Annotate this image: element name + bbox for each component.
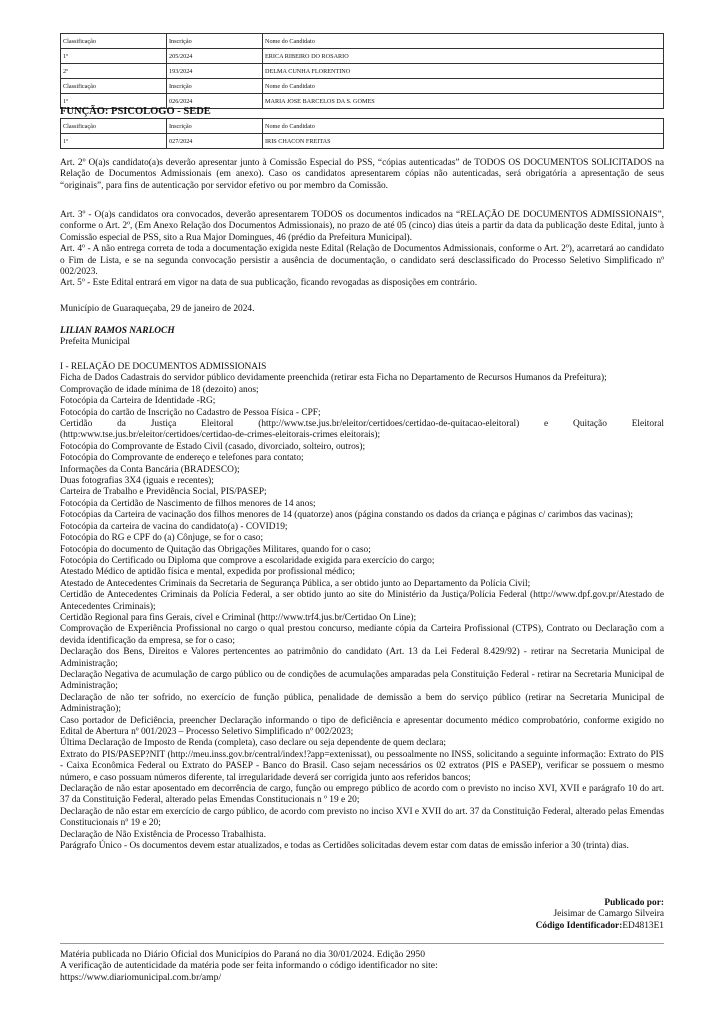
table-cell: IRIS CHACON FREITAS (263, 134, 664, 149)
article-5-text: Art. 5º - Este Edital entrará em vigor na data de sua publicação, ficando revogadas as disposições em contrário. (60, 278, 478, 289)
city-date-text: Município de Guaraqueçaba, 29 de janeiro de 2024. (60, 304, 255, 314)
signer-role: Prefeita Municipal (60, 337, 131, 348)
table-cell: 205/2024 (167, 49, 263, 64)
list-item: Última Declaração de Imposto de Renda (completa), caso declare ou seja dependente de quem declara; (60, 738, 447, 749)
table-cell: Classificação (61, 34, 167, 49)
candidates-table-1-body (61, 34, 664, 109)
signer-name: LILIAN RAMOS NARLOCH (60, 326, 175, 336)
table-cell: 026/2024 (167, 94, 263, 109)
table-cell: 1º (61, 94, 167, 109)
list-item: Fotocópia da carteira de vacina do candidato(a) - COVID19; (60, 521, 288, 532)
article-2-text: Art. 2º O(a)s candidato(a)s deverão apresentar junto à Comissão Especial do PSS, “cópias autenticadas” de TODOS OS DOCUMENTOS SOLICITADOS na Relação de Documentos Admissionais (em anexo). Caso os candidatos apresentarem cópias não autenticadas, será obrigatória a apresentação de seus “originais”, para fins de autenticação por servidor efetivo ou por membro da Comissão. (60, 158, 664, 191)
list-item: Carteira de Trabalho e Previdência Social, PIS/PASEP; (60, 487, 267, 498)
list-item: Declaração de não estar aposentado em decorrência de cargo, função ou emprego público de acordo com o previsto no inciso XVI, XVII e parágrafo 10 do art. 37 da Constituição Federal, alterado pelas Emendas Constitucionais n º 19 e 20; (60, 784, 664, 806)
list-item: Fotocópia do documento de Quitação das Obrigações Militares, quando for o caso; (60, 544, 371, 555)
table-cell: MARIA JOSE BARCELOS DA S. GOMES (263, 94, 664, 109)
identifier-code-label: Código Identificador: (535, 920, 623, 931)
table-cell: Nome do Candidato (263, 79, 664, 94)
city-date (60, 304, 664, 315)
table-cell: Inscrição (167, 119, 263, 134)
list-item: Fotocópia do Comprovante de Estado Civil (casado, divorciado, solteiro, outros); (60, 441, 366, 452)
footer-divider (60, 943, 664, 944)
list-item: Declaração dos Bens, Direitos e Valores pertencentes ao patrimônio do candidato (Art. 13 da Lei Federal 8.429/92) - retirar na Secretaria Municipal de Administração; (60, 647, 664, 669)
list-item: Ficha de Dados Cadastrais do servidor público devidamente preenchida (retirar esta Ficha no Departamento de Recursos Humanos da Prefeitura); (60, 373, 607, 384)
list-item: Fotocópia do Certificado ou Diploma que comprove a escolaridade exigida para exercício do cargo; (60, 555, 435, 566)
identifier-code: ED4813E1 (622, 920, 664, 931)
documents-list-title: I - RELAÇÃO DE DOCUMENTOS ADMISSIONAIS (60, 362, 267, 372)
list-item: Fotocópia da Carteira de Identidade -RG; (60, 396, 216, 407)
footer-site-link[interactable]: https://www.diariomunicipal.com.br/amp/ (60, 971, 222, 983)
table-cell: 2º (61, 64, 167, 79)
list-item: Fotocópia do RG e CPF do (a) Cônjuge, se for o caso; (60, 533, 264, 544)
table-row (61, 79, 664, 94)
list-item: Duas fotografias 3X4 (iguais e recentes); (60, 476, 214, 487)
list-item: Atestado de Antecedentes Criminais da Secretaria de Segurança Pública, a ser obtido junto ao Departamento da Polícia Civil; (60, 578, 531, 589)
article-4-text: Art. 4º - A não entrega correta de toda a documentação exigida neste Edital (Relação de Documentos Admissionais, conforme o Art. 2º), acarretará ao candidato o Fim de Lista, e se na segunda convocação persistir a ausência de documentação, o candidato será desclassificado do Processo Seletivo Simplificado nº 002/2023. (60, 244, 664, 278)
list-item: Declaração de Não Existência de Processo Trabalhista. (60, 829, 266, 840)
article-3-text: Art. 3º - O(a)s candidatos ora convocados, deverão apresentarem TODOS os documentos indicados na “RELAÇÃO DE DOCUMENTOS ADMISSIONAIS”, conforme o Art. 2º, (Em Anexo Relação dos Documentos Admissionais), no prazo de até 05 (cinco) dias úteis a partir da data da publicação deste Edital, junto à Comissão especial de PSS, sito a Rua Major Domingues, 46 (prédio da Prefeitura Municipal). (60, 210, 664, 243)
footer-verification-line: A verificação de autenticidade da matéria pode ser feita informando o código identificador no site: (60, 960, 438, 972)
list-item: Declaração de não ter sofrido, no exercício de função pública, penalidade de demissão a bem do serviço público (retirar na Secretaria Municipal de Administração); (60, 692, 664, 715)
table-cell: ERICA RIBEIRO DO ROSARIO (263, 49, 664, 64)
publication-block (536, 898, 664, 932)
table-cell: Classificação (61, 79, 167, 94)
list-item: Fotocópia do cartão de Inscrição no Cadastro de Pessoa Física - CPF; (60, 407, 321, 418)
candidates-table-2-body (61, 119, 664, 149)
table-cell: Nome do Candidato (263, 119, 664, 134)
table-cell: 193/2024 (167, 64, 263, 79)
table-row (61, 64, 664, 79)
function-heading: FUNÇÃO: PSICOLOGO - SEDE (60, 106, 211, 117)
candidates-table-1 (60, 33, 664, 109)
footer-publication-line: Matéria publicada no Diário Oficial dos Municípios do Paraná no dia 30/01/2024. Edição 2950 (60, 949, 426, 960)
table-row (61, 49, 664, 64)
list-item: Fotocópia do Comprovante de endereço e telefones para contato; (60, 453, 304, 464)
documents-list (60, 362, 664, 852)
list-item: Declaração Negativa de acumulação de cargo público ou de condições de acumulações amparadas pela Constituição Federal - retirar na Secretaria Municipal de Administração; (60, 669, 664, 692)
signer-block (60, 326, 664, 349)
publisher-name: Jeisimar de Camargo Silveira (553, 909, 664, 920)
list-item: Certidão Regional para fins Gerais, cível e Criminal (http://www.trf4.jus.br/Certidao On Line); (60, 612, 417, 623)
list-item: Parágrafo Único - Os documentos devem estar atualizados, e todas as Certidões solicitadas devem estar com datas de emissão inferior a 30 (trinta) dias. (60, 841, 629, 852)
list-item: Comprovação de idade mínima de 18 (dezoito) anos; (60, 384, 259, 395)
table-row (61, 119, 664, 134)
table-cell: Inscrição (167, 79, 263, 94)
list-item: Informações da Conta Bancária (BRADESCO); (60, 464, 240, 475)
articles-3-5 (60, 210, 664, 290)
table-cell: 027/2024 (167, 134, 263, 149)
list-item: Atestado Médico de aptidão física e mental, expedida por profissional médico; (60, 567, 355, 578)
list-item: Declaração de não estar em exercício de cargo público, de acordo com previsto no inciso XVI e XVII do art. 37 da Constituição Federal, alterado pelas Emendas Constitucionais nº 19 e 20; (60, 806, 664, 829)
list-item: Certidão de Antecedentes Criminais da Polícia Federal, a ser obtido junto ao site do Ministério da Justiça/Polícia Federal (http://www.dpf.gov.pr/Atestado de Antecedentes Criminais); (60, 590, 664, 612)
table-cell: Nome do Candidato (263, 34, 664, 49)
table-row (61, 34, 664, 49)
table-cell: 1º (61, 134, 167, 149)
list-item: Fotocópias da Carteira de vacinação dos filhos menores de 14 (quatorze) anos (página constando os dados da criança e páginas c/ carimbos das vacinas); (60, 510, 633, 521)
table-cell: Classificação (61, 119, 167, 134)
table-row (61, 134, 664, 149)
footer (60, 949, 664, 983)
list-item: Fotocópia da Certidão de Nascimento de filhos menores de 14 anos; (60, 498, 316, 509)
table-cell: DELMA CUNHA FLORENTINO (263, 64, 664, 79)
table-cell: Inscrição (167, 34, 263, 49)
candidates-table-2 (60, 118, 664, 149)
list-item: Caso portador de Deficiência, preencher Declaração informando o tipo de deficiência e apresentar documento médico comprobatório, conforme exigido no Edital de Abertura nº 001/2023 – Processo Seletivo Simplificado nº 002/2023; (60, 715, 664, 737)
list-item: Comprovação de Experiência Profissional no cargo o qual prestou concurso, mediante cópia da Carteira Profissional (CTPS), Contrato ou Declaração com a devida identificação da empresa, se for o caso; (60, 624, 664, 646)
article-2 (60, 158, 664, 192)
list-item: Extrato do PIS/PASEP?NIT (http://meu.inss.gov.br/central/index!?app=extenissat), ou pessoalmente no INSS, solicitando a seguinte informação: Extrato do PIS - Caixa Econômica Federal ou Extrato do PASEP - Banco do Brasil. Caso sejam necessários os 02 extratos (PIS e PASEP), verificar se possuem o mesmo número, e caso possuam números diferente, tal irregularidade deverá ser corrigida junto aos referidos bancos; (60, 749, 664, 783)
published-by-label: Publicado por: (604, 898, 664, 908)
list-item: Certidão da Justiça Eleitoral (http://www.tse.jus.br/eleitor/certidoes/certidao-de-quitacao-eleitoral) e Quitação Eleitoral (http:www.tse.jus.br/eleitor/certidoes/certidao-de-crimes-eleitorais-crimes eleitorais); (60, 419, 664, 441)
documents-items (60, 373, 664, 852)
table-cell: 1º (61, 49, 167, 64)
